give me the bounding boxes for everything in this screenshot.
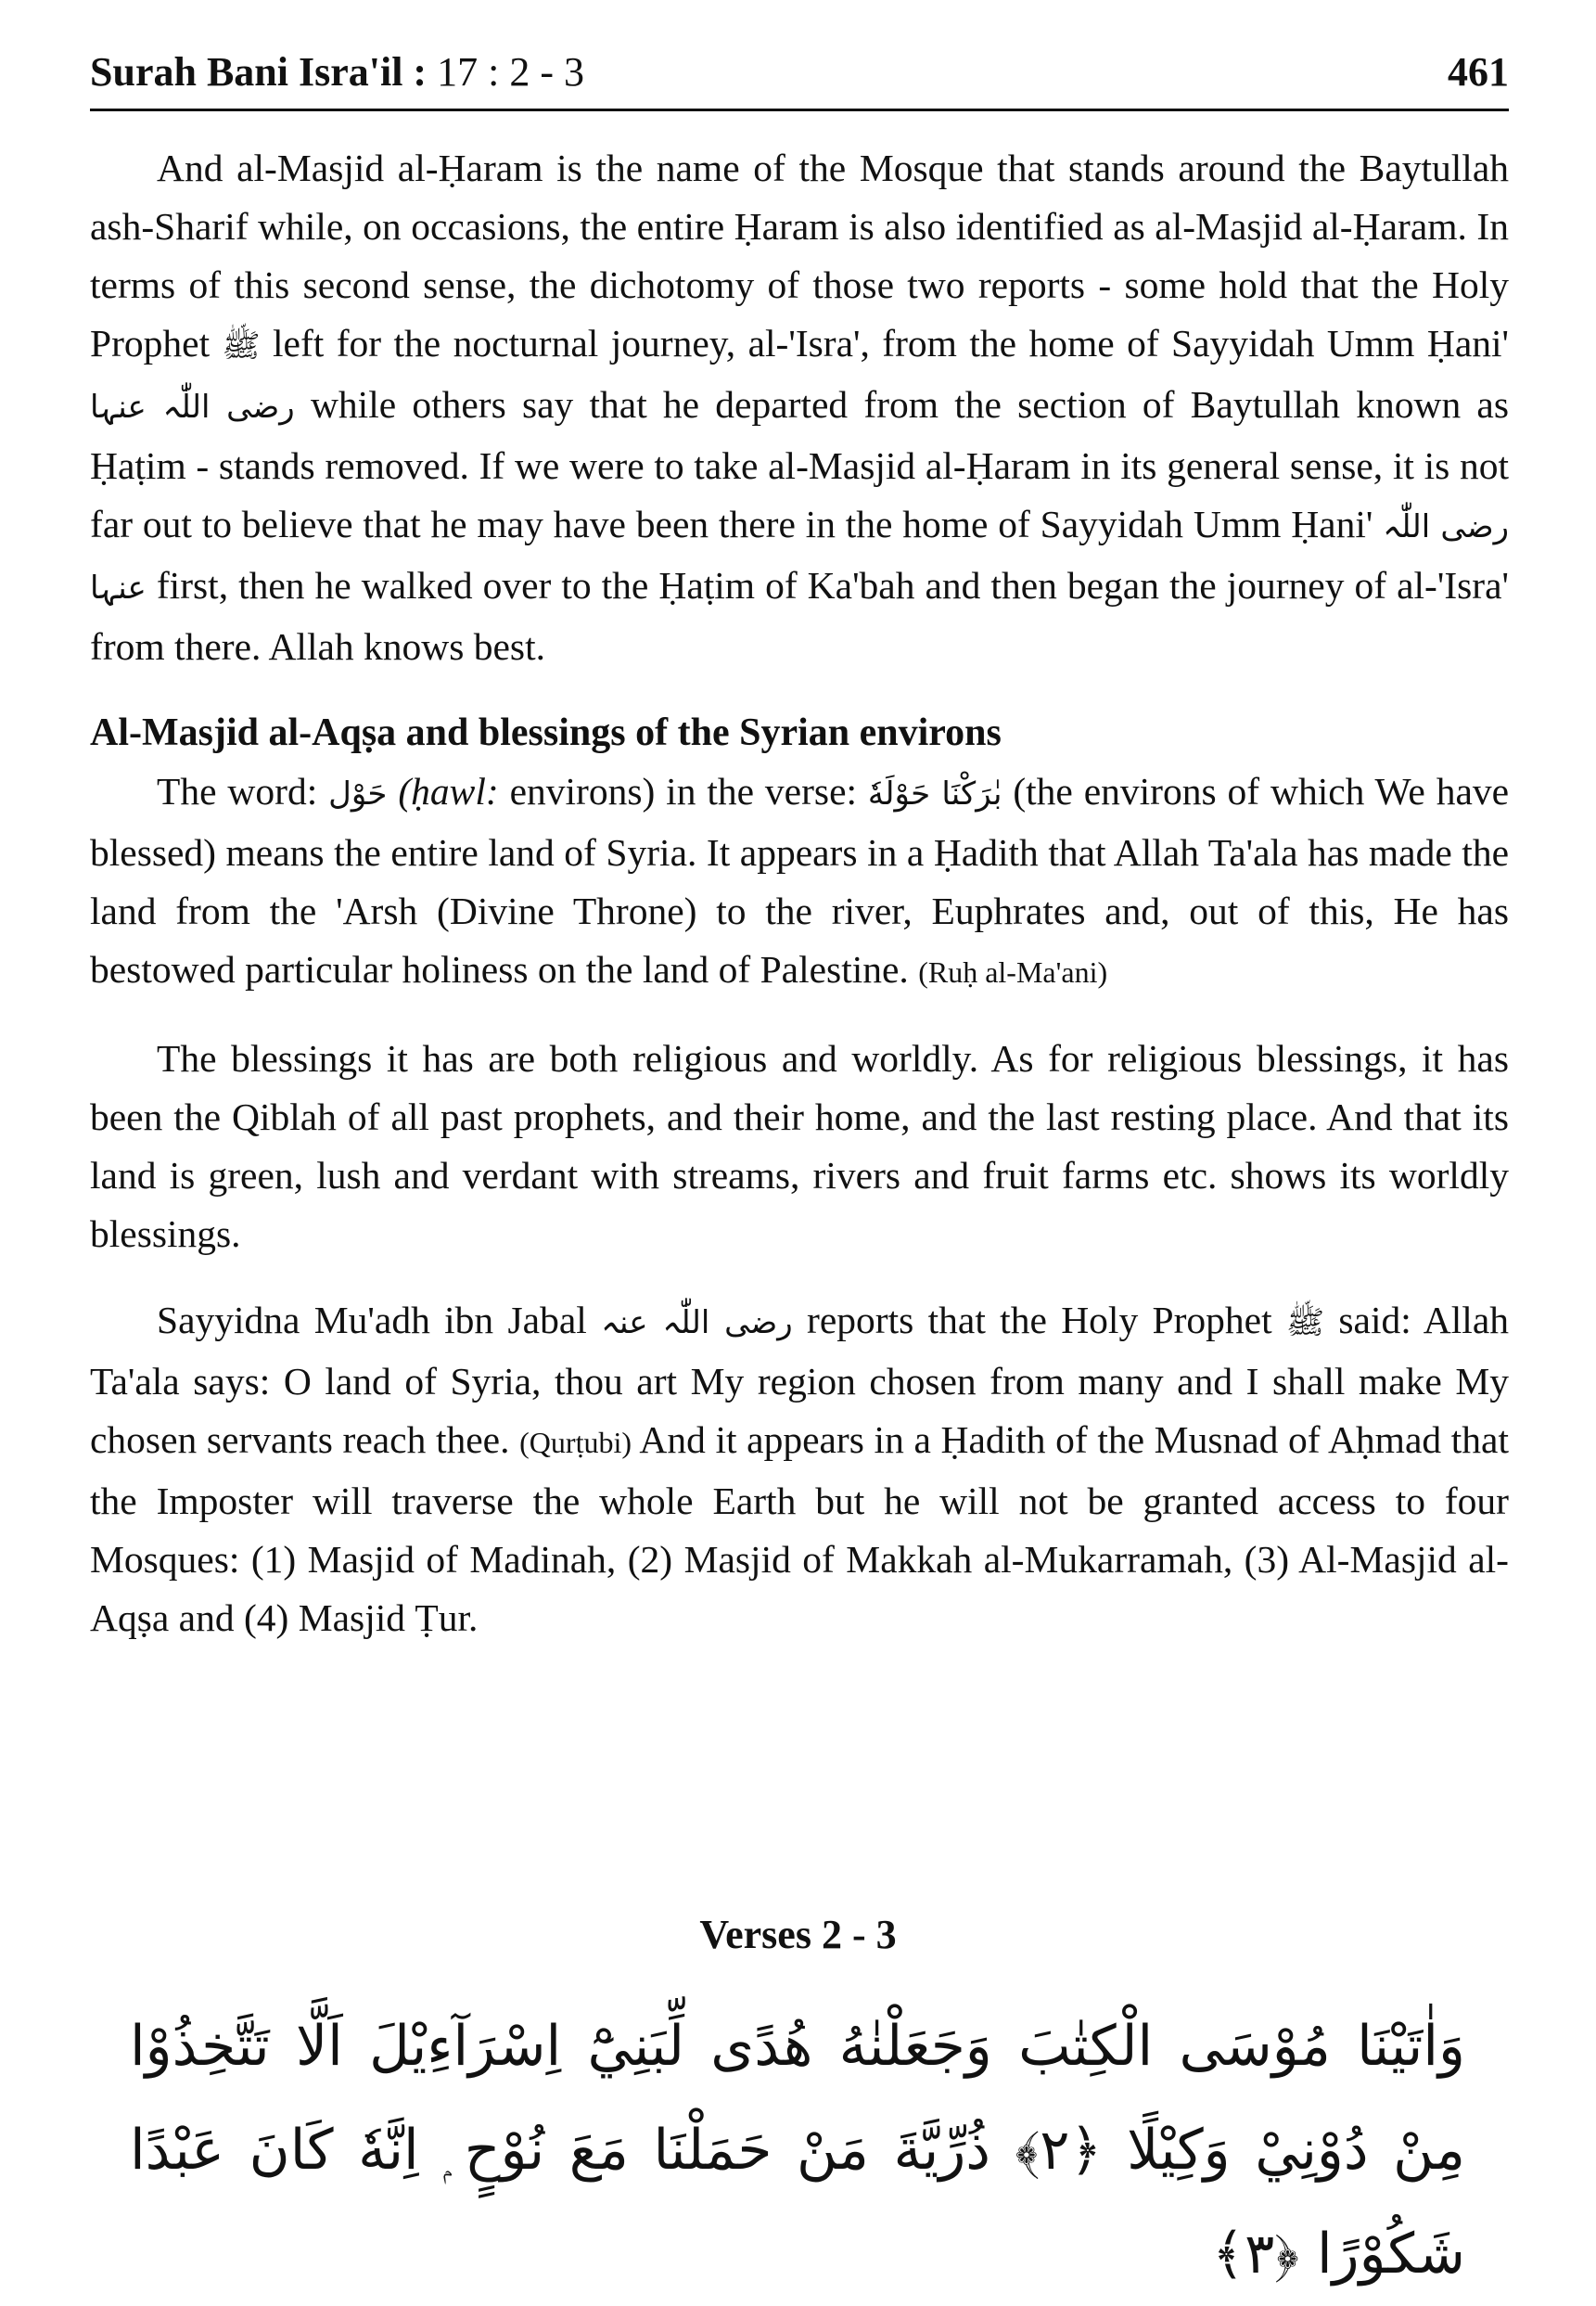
surah-name: Surah Bani Isra'il :	[90, 49, 428, 95]
running-header-title	[90, 48, 584, 96]
arabic-honorific: رضی اللّٰہ عنہا	[90, 389, 295, 426]
paragraph-environs: The word: حَوْل (ḥawl: environs) in the verse: بٰرَكْنَا حَوْلَهٗ (the environs of which We have blessed) means the entire land of Syria. It appears in a Ḥadith that Allah Ta'ala has made the land from the 'Arsh (Divine Throne) to the river, Euphrates and, out of this, He has bestowed particular holiness on the land of Palestine. (Ruḥ al-Ma'ani)	[90, 770, 1510, 991]
arabic-phrase: بٰرَكْنَا حَوْلَهٗ	[867, 775, 1002, 813]
verse-reference: 17 : 2 - 3	[437, 49, 584, 95]
verses-heading: Verses 2 - 3	[699, 1912, 897, 1957]
arabic-word: حَوْل	[328, 775, 388, 813]
source-citation: (Ruḥ al-Ma'ani)	[918, 955, 1108, 989]
page-body	[90, 139, 1509, 1647]
page-number: 461	[1448, 49, 1509, 95]
quran-verse-text: وَاٰتَيْنَا مُوْسَى الْكِتٰبَ وَجَعَلْنٰهُ هُدًى لِّبَنِيْٓ اِسْرَآءِيْلَ اَلَّا تَتَّخِذُوْا مِنْ دُوْنِيْ وَكِيْلًا ﴿٢﴾ ذُرِّيَّةَ مَنْ حَمَلْنَا مَعَ نُوْحٍ ۭ اِنَّهٗ كَانَ عَبْدًا شَكُوْرًا ﴿٣﴾	[130, 2014, 1465, 2287]
paragraph-masjid-haram: And al-Masjid al-Ḥaram is the name of the Mosque that stands around the Baytullah ash-Sharif while, on occasions, the entire Ḥaram is also identified as al-Masjid al-Ḥaram. In terms of this second sense, the dichotomy of those two reports - some hold that the Holy Prophet ﷺ left for the nocturnal journey, al-'Isra', from the home of Sayyidah Umm Ḥani' رضی اللّٰہ عنہا while others say that he departed from the section of Baytullah known as Ḥaṭim - stands removed. If we were to take al-Masjid al-Ḥaram in its general sense, it is not far out to believe that he may have been there in the home of Sayyidah Umm Ḥani' رضی اللّٰہ عنہا first, then he walked over to the Ḥaṭim of Ka'bah and then began the journey of al-'Isra' from there. Allah knows best.	[90, 147, 1510, 668]
arabic-honorific: رضی اللّٰہ عنہا	[90, 508, 1510, 607]
salutation-glyph: ﷺ	[222, 327, 261, 365]
paragraph-blessings: The blessings it has are both religious and worldly. As for religious blessings, it has been the Qiblah of all past prophets, and their home, and the last resting place. And that its land is green, lush and verdant with streams, rivers and fruit farms etc. shows its worldly blessings.	[90, 1037, 1509, 1255]
header-rule	[90, 109, 1509, 111]
honorific-glyph: رضی اللّٰہ عنہ	[601, 1304, 793, 1341]
paragraph-hadith: Sayyidna Mu'adh ibn Jabal رضی اللّٰہ عنہ reports that the Holy Prophet ﷺ said: Allah Ta'ala says: O land of Syria, thou art My region chosen from many and I shall make My chosen servants reach thee. (Qurṭubi) And it appears in a Ḥadith of the Musnad of Aḥmad that the Imposter will traverse the whole Earth but he will not be granted access to four Mosques: (1) Masjid of Madinah, (2) Masjid of Makkah al-Mukarramah, (3) Al-Masjid al-Aqṣa and (4) Masjid Ṭur.	[90, 1299, 1510, 1639]
source-citation: (Qurṭubi)	[519, 1426, 632, 1459]
running-header	[90, 48, 1509, 104]
section-heading: Al-Masjid al-Aqṣa and blessings of the Syrian environs	[90, 711, 1002, 754]
salutation-glyph: ﷺ	[1285, 1304, 1325, 1341]
